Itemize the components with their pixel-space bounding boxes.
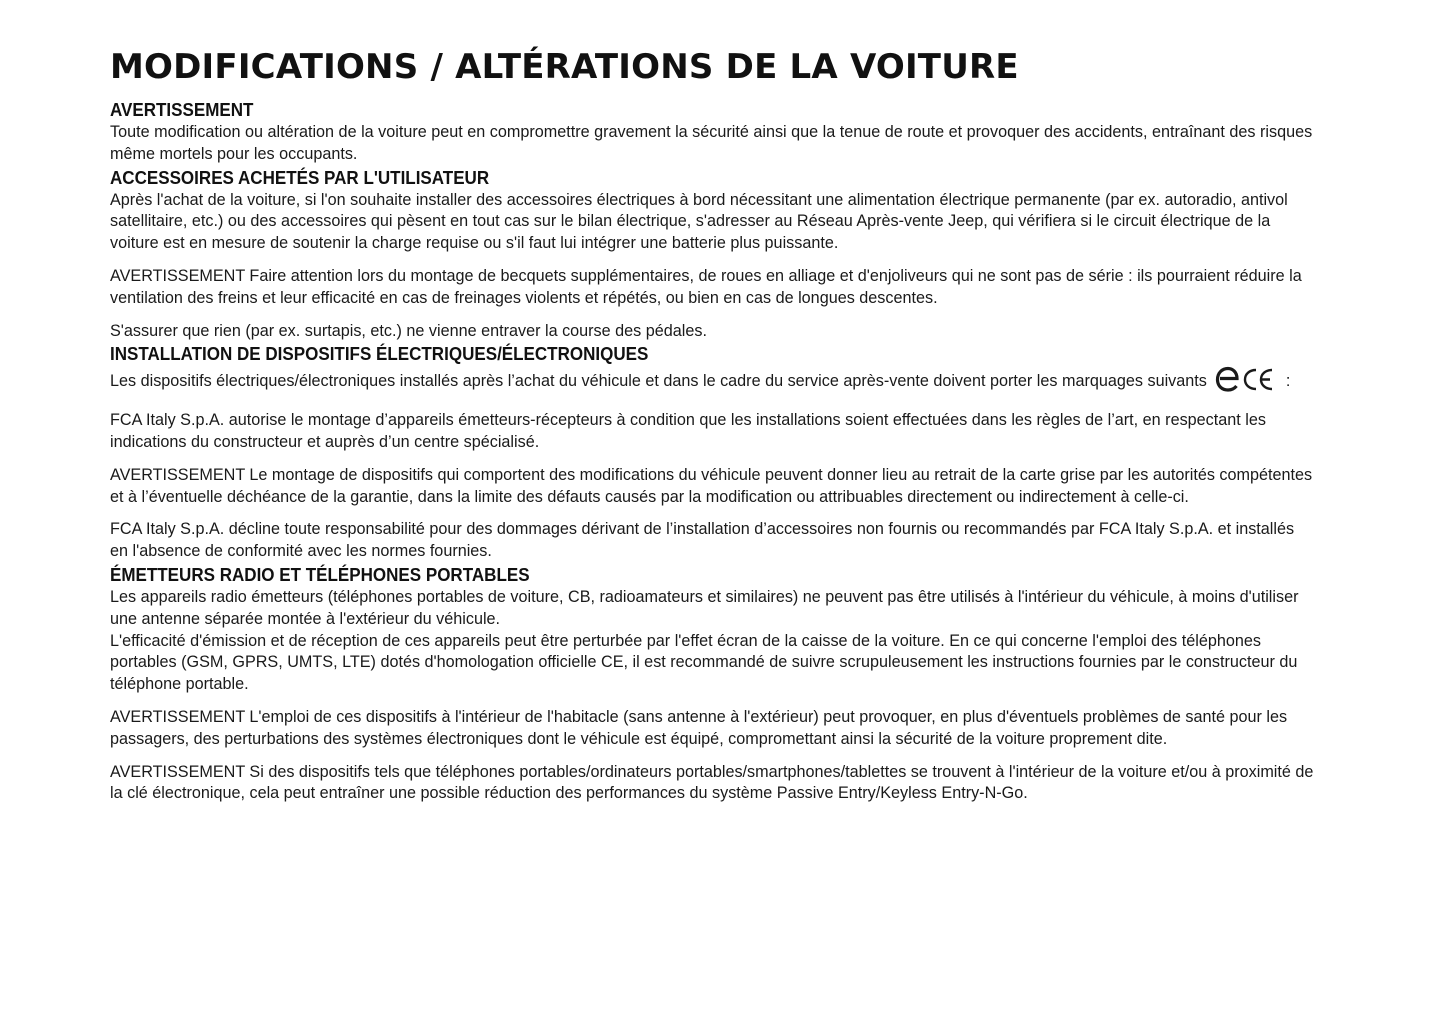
- section-heading-emetteurs: ÉMETTEURS RADIO ET TÉLÉPHONES PORTABLES: [110, 563, 530, 585]
- paragraph: FCA Italy S.p.A. autorise le montage d’appareils émetteurs-récepteurs à condition que les installations soient effectuées dans les règles de l’art, en respectant les indications du constructeur et auprès d’un centre spécialisé.: [110, 411, 1266, 451]
- paragraph: FCA Italy S.p.A. décline toute responsabilité pour des dommages dérivant de l’installation d’accessoires non fournis ou recommandés par FCA Italy S.p.A. et installés en l'absence de conformité avec les normes fournies.: [110, 520, 1295, 561]
- paragraph: Les appareils radio émetteurs (téléphones portables de voiture, CB, radioamateurs et similaires) ne peuvent pas être utilisés à l'intérieur du véhicule, à moins d'utiliser une antenne séparée montée à l'extérieur du véhicule.: [110, 587, 1299, 628]
- section-heading-avertissement: AVERTISSEMENT: [110, 99, 254, 120]
- section-heading-installation: INSTALLATION DE DISPOSITIFS ÉLECTRIQUES/ÉLECTRONIQUES: [110, 343, 649, 365]
- marks-paragraph: [110, 366, 1315, 399]
- warning-paragraph: AVERTISSEMENT Le montage de dispositifs qui comportent des modifications du véhicule peuvent donner lieu au retrait de la carte grise par les autorités compétentes et à l’éventuelle déchéance de la garantie, dans la limite des défauts causés par la modification ou attribuables directement ou indirectement à celle-ci.: [110, 465, 1313, 506]
- page-title: MODIFICATIONS / ALTÉRATIONS DE LA VOITURE: [110, 47, 1019, 87]
- paragraph: Toute modification ou altération de la voiture peut en compromettre gravement la sécurité ainsi que la tenue de route et provoquer des accidents, entraînant des risques même mortels pour les occupants.: [110, 123, 1313, 163]
- paragraph: L'efficacité d'émission et de réception de ces appareils peut être perturbée par l'effet écran de la caisse de la voiture. En ce qui concerne l'emploi des téléphones portables (GSM, GPRS, UMTS, LTE) dotés d'homologation officielle CE, il est recommandé de suivre scrupuleusement les instructions fournies par le constructeur du téléphone portable.: [110, 631, 1298, 694]
- warning-paragraph: AVERTISSEMENT L'emploi de ces dispositifs à l'intérieur de l'habitacle (sans antenne à l'extérieur) peut provoquer, en plus d'éventuels problèmes de santé pour les passagers, des perturbations des systèmes électroniques dont le véhicule est équipé, compromettant ainsi la sécurité de la voiture proprement dite.: [110, 707, 1288, 748]
- manual-page: [110, 46, 1315, 805]
- paragraph: Après l'achat de la voiture, si l'on souhaite installer des accessoires électriques à bord nécessitant une alimentation électrique permanente (par ex. autoradio, antivol satellitaire, etc.) ou des accessoires qui pèsent en tout cas sur le bilan électrique, s'adresser au Réseau Après-vente Jeep, qui vérifiera si le circuit électrique de la voiture est en mesure de soutenir la charge requise ou s'il faut lui intégrer une batterie plus puissante.: [110, 190, 1288, 253]
- marks-text: Les dispositifs électriques/électroniques installés après l’achat du véhicule et dans le cadre du service après-vente doivent porter les marquages suivants: [110, 372, 1207, 391]
- warning-paragraph: AVERTISSEMENT Faire attention lors du montage de becquets supplémentaires, de roues en alliage et d'enjoliveurs qui ne sont pas de série : ils pourraient réduire la ventilation des freins et leur efficacité en cas de freinages violents et répétés, ou bien en cas de longues descentes.: [110, 266, 1302, 307]
- section-heading-accessoires: ACCESSOIRES ACHETÉS PAR L'UTILISATEUR: [110, 166, 490, 188]
- marks-text-end: :: [1281, 372, 1291, 391]
- e-ce-marking-icon: [1213, 366, 1279, 399]
- paragraph: S'assurer que rien (par ex. surtapis, etc.) ne vienne entraver la course des pédales.: [110, 321, 707, 340]
- warning-paragraph: AVERTISSEMENT Si des dispositifs tels que téléphones portables/ordinateurs portables/smartphones/tablettes se trouvent à l'intérieur de la voiture et/ou à proximité de la clé électronique, cela peut entraîner une possible réduction des performances du système Passive Entry/Keyless Entry-N-Go.: [110, 762, 1314, 803]
